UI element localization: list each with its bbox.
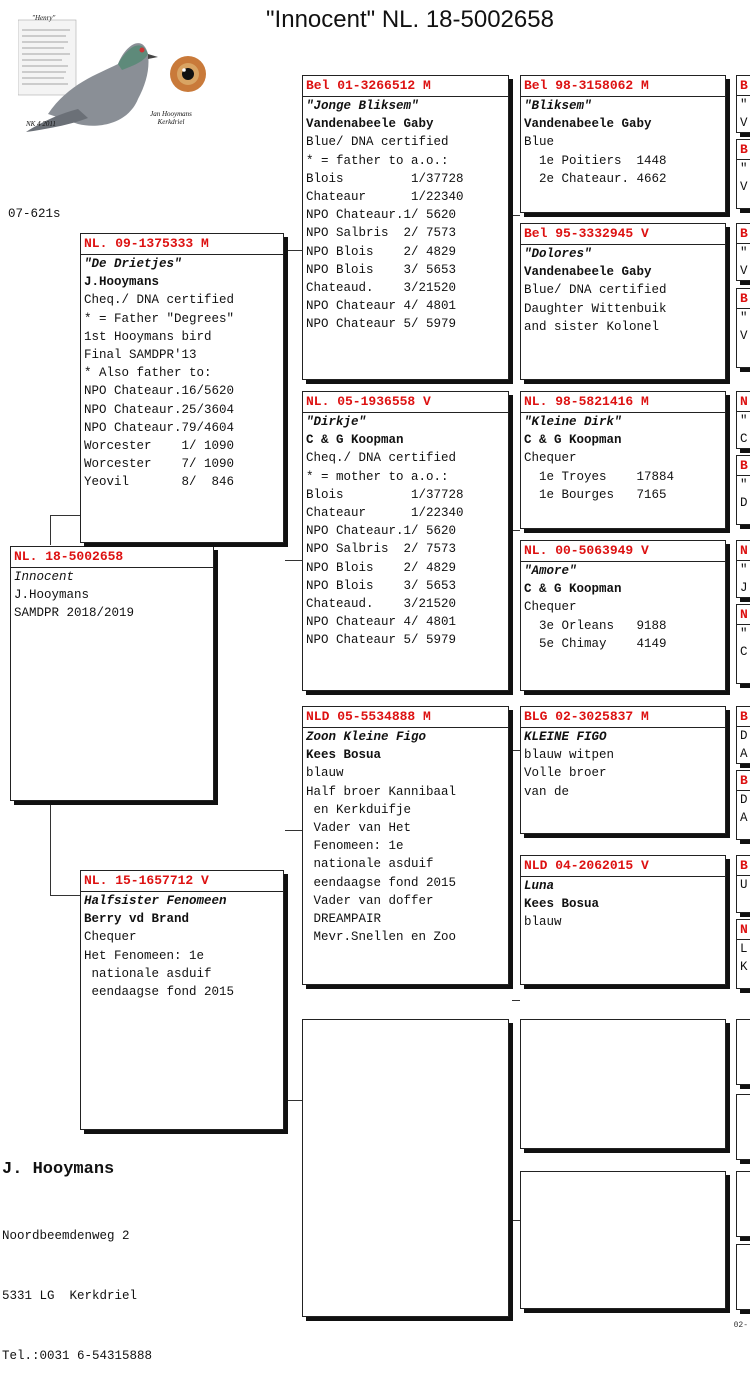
card-line: en Kerkduifje [306, 802, 412, 817]
card-line: K [740, 960, 748, 974]
card-line: V [740, 180, 748, 194]
great-great-grandparent-card [736, 770, 750, 840]
address-line: Noordbeemdenweg 2 [2, 1229, 130, 1243]
great-great-grandparent-ring: B [737, 76, 750, 96]
grandparent-lines [303, 449, 508, 649]
great-great-grandparent-card [736, 455, 750, 525]
grandparent-owner: C & G Koopman [306, 433, 404, 448]
card-line: NPO Salbris 2/ 7573 [306, 542, 457, 557]
card-line: 3e Orleans 9188 [524, 618, 667, 633]
grandparent-card [302, 706, 509, 985]
page-title: "Innocent" NL. 18-5002658 [266, 6, 554, 33]
card-line: DREAMPAIR [306, 912, 382, 927]
card-line: Chateaur 1/22340 [306, 506, 464, 521]
card-line: Vader van Het [306, 821, 412, 836]
card-line: Fenomeen: 1e [306, 839, 404, 854]
card-line: Chateaud. 3/21520 [306, 281, 457, 296]
connector-line [285, 250, 302, 251]
card-line: " [740, 478, 748, 492]
great-great-grandparent-ring: N [737, 605, 750, 625]
card-line: C [740, 645, 748, 659]
great-grandparent-name: KLEINE FIGO [524, 730, 607, 744]
great-great-grandparent-ring: B [737, 289, 750, 309]
great-grandparent-ring: NL. 98-5821416 M [521, 392, 725, 413]
card-line: Daughter Wittenbuik [524, 301, 667, 316]
card-line: Half broer Kannibaal [306, 784, 457, 799]
great-great-grandparent-card [736, 75, 750, 133]
card-line: 1st Hooymans bird [84, 329, 212, 344]
card-line: NPO Blois 2/ 4829 [306, 244, 457, 259]
great-great-grandparent-card [736, 391, 750, 449]
card-line: Chequer [524, 451, 577, 466]
great-grandparent-card-empty [520, 1171, 726, 1309]
card-line: Worcester 1/ 1090 [84, 439, 235, 454]
card-line: V [740, 329, 748, 343]
card-line: 1e Bourges 7165 [524, 487, 667, 502]
card-line: Worcester 7/ 1090 [84, 457, 235, 472]
card-line: Cheq./ DNA certified [84, 293, 235, 308]
card-line: * = Father "Degrees" [84, 311, 235, 326]
card-line: NPO Blois 2/ 4829 [306, 560, 457, 575]
card-line: NPO Chateaur.25/3604 [84, 402, 235, 417]
owner-name: J. Hooymans [2, 1160, 115, 1179]
card-line: Mevr.Snellen en Zoo [306, 930, 457, 945]
card-line: eendaagse fond 2015 [84, 985, 235, 1000]
connector-line [512, 530, 520, 531]
great-grandparent-owner: C & G Koopman [524, 582, 622, 597]
connector-line [50, 895, 80, 896]
subject-card [10, 546, 214, 801]
card-line: Blue/ DNA certified [524, 283, 667, 298]
connector-line [50, 800, 51, 895]
card-line: NPO Chateaur 5/ 5979 [306, 633, 457, 648]
subject-line: SAMDPR 2018/2019 [14, 606, 135, 621]
great-grandparent-lines [521, 913, 725, 931]
great-great-grandparent-ring: B [737, 456, 750, 476]
grandparent-ring: NL. 05-1936558 V [303, 392, 508, 413]
great-grandparent-card [520, 391, 726, 529]
great-grandparent-name: "Bliksem" [524, 99, 592, 113]
card-line: Blue/ DNA certified [306, 135, 449, 150]
grandparent-card [302, 391, 509, 691]
great-grandparent-card [520, 75, 726, 213]
great-grandparent-card [520, 223, 726, 380]
connector-line [512, 1220, 520, 1221]
grandparent-owner: Kees Bosua [306, 748, 382, 763]
sire-card [80, 233, 284, 543]
great-grandparent-card [520, 706, 726, 834]
great-great-grandparent-ring: B [737, 771, 750, 791]
grandparent-card [302, 75, 509, 380]
great-great-grandparent-card [736, 706, 750, 764]
connector-line [512, 215, 520, 216]
great-grandparent-lines [521, 449, 725, 504]
card-line: NPO Chateaur.1/ 5620 [306, 524, 457, 539]
card-line: C [740, 432, 748, 446]
connector-line [285, 560, 302, 561]
card-line: NPO Chateaur.1/ 5620 [306, 208, 457, 223]
card-line: Blois 1/37728 [306, 171, 464, 186]
reference-code: 07-621s [8, 207, 61, 221]
great-great-grandparent-ring: N [737, 920, 750, 940]
great-grandparent-owner: C & G Koopman [524, 433, 622, 448]
card-line: A [740, 811, 748, 825]
card-line: NPO Chateaur 4/ 4801 [306, 299, 457, 314]
card-line: Chateaur 1/22340 [306, 190, 464, 205]
grandparent-name: Zoon Kleine Figo [306, 730, 427, 744]
card-line: " [740, 162, 748, 176]
sire-owner: J.Hooymans [84, 275, 160, 290]
card-line: nationale asduif [84, 966, 212, 981]
connector-line [285, 1100, 302, 1101]
card-line: L [740, 942, 748, 956]
card-line: " [740, 414, 748, 428]
great-great-grandparent-card [736, 919, 750, 989]
card-line: D [740, 793, 748, 807]
great-grandparent-lines [521, 598, 725, 653]
great-grandparent-lines [521, 281, 725, 336]
card-line: U [740, 878, 748, 892]
card-line: NPO Salbris 2/ 7573 [306, 226, 457, 241]
dam-name: Halfsister Fenomeen [84, 894, 227, 908]
dam-ring: NL. 15-1657712 V [81, 871, 283, 892]
great-grandparent-ring: NL. 00-5063949 V [521, 541, 725, 562]
card-line: Het Fenomeen: 1e [84, 948, 205, 963]
card-line: and sister Kolonel [524, 319, 660, 334]
card-line: NPO Chateaur 5/ 5979 [306, 317, 457, 332]
great-grandparent-lines [521, 746, 725, 801]
grandparent-owner: Vandenabeele Gaby [306, 117, 434, 132]
address-line: 5331 LG Kerkdriel [2, 1289, 138, 1303]
card-line: Chequer [84, 930, 137, 945]
card-line: 5e Chimay 4149 [524, 636, 667, 651]
great-great-grandparent-card [736, 855, 750, 913]
card-line: " [740, 311, 748, 325]
card-line: NPO Blois 3/ 5653 [306, 262, 457, 277]
card-line: van de [524, 784, 570, 799]
great-grandparent-lines [521, 133, 725, 188]
connector-line [285, 830, 302, 831]
card-line: NPO Chateaur 4/ 4801 [306, 615, 457, 630]
great-grandparent-card [520, 855, 726, 985]
card-line: D [740, 729, 748, 743]
card-line: D [740, 496, 748, 510]
card-line: Blue [524, 135, 555, 150]
great-great-grandparent-ring: B [737, 707, 750, 727]
address-line: Tel.:0031 6-54315888 [2, 1349, 153, 1363]
card-line: V [740, 116, 748, 130]
sire-ring: NL. 09-1375333 M [81, 234, 283, 255]
grandparent-name: "Dirkje" [306, 415, 367, 429]
logo-caption-bottom: NK 4 2011 [26, 120, 56, 128]
great-great-grandparent-card-empty [736, 1019, 750, 1085]
card-line: Chateaud. 3/21520 [306, 597, 457, 612]
subject-name: Innocent [14, 570, 75, 584]
grandparent-lines [303, 764, 508, 946]
card-line: blauw witpen [524, 748, 615, 763]
card-line: blauw [524, 915, 562, 930]
card-line: " [740, 98, 748, 112]
great-grandparent-card-empty [520, 1019, 726, 1149]
great-great-grandparent-card [736, 540, 750, 598]
subject-ring: NL. 18-5002658 [11, 547, 213, 568]
great-great-grandparent-ring: B [737, 224, 750, 244]
great-great-grandparent-card-empty [736, 1171, 750, 1237]
card-line: * Also father to: [84, 366, 212, 381]
great-grandparent-ring: BLG 02-3025837 M [521, 707, 725, 728]
connector-line [50, 515, 51, 545]
card-line: A [740, 747, 748, 761]
great-grandparent-name: Luna [524, 879, 555, 893]
great-grandparent-owner: Kees Bosua [524, 897, 600, 912]
great-grandparent-owner: Vandenabeele Gaby [524, 265, 652, 280]
grandparent-lines [303, 133, 508, 333]
card-line: NPO Chateaur.16/5620 [84, 384, 235, 399]
logo-caption-left: "Henry" [32, 14, 56, 22]
great-grandparent-ring: NLD 04-2062015 V [521, 856, 725, 877]
great-grandparent-name: "Amore" [524, 564, 577, 578]
great-great-grandparent-card-empty [736, 1244, 750, 1310]
owner-address [2, 1186, 152, 1386]
great-great-grandparent-ring: N [737, 541, 750, 561]
great-grandparent-ring: Bel 95-3332945 V [521, 224, 725, 245]
connector-line [512, 750, 520, 751]
great-great-grandparent-card [736, 223, 750, 281]
card-line: " [740, 627, 748, 641]
card-line: eendaagse fond 2015 [306, 875, 457, 890]
great-great-grandparent-card [736, 288, 750, 368]
great-great-grandparent-ring: B [737, 140, 750, 160]
card-line: J [740, 581, 748, 595]
card-line: Chequer [524, 600, 577, 615]
grandparent-ring: Bel 01-3266512 M [303, 76, 508, 97]
sire-lines [81, 291, 283, 491]
card-line: * = mother to a.o.: [306, 469, 449, 484]
pigeon-logo [18, 14, 208, 139]
great-great-grandparent-ring: B [737, 856, 750, 876]
great-great-grandparent-card-empty [736, 1094, 750, 1160]
sire-name: "De Drietjes" [84, 257, 182, 271]
card-line: NPO Blois 3/ 5653 [306, 578, 457, 593]
card-line: Final SAMDPR'13 [84, 348, 197, 363]
card-line: Vader van doffer [306, 893, 434, 908]
great-grandparent-ring: Bel 98-3158062 M [521, 76, 725, 97]
footer-code: 02- [733, 1321, 748, 1330]
card-line: blauw [306, 766, 344, 781]
great-great-grandparent-ring: N [737, 392, 750, 412]
card-line: NPO Chateaur.79/4604 [84, 420, 235, 435]
card-line: Yeovil 8/ 846 [84, 475, 235, 490]
great-great-grandparent-card [736, 604, 750, 684]
card-line: V [740, 264, 748, 278]
dam-lines [81, 928, 283, 1001]
great-grandparent-card [520, 540, 726, 691]
connector-line [512, 1000, 520, 1001]
great-grandparent-owner: Vandenabeele Gaby [524, 117, 652, 132]
card-line: " [740, 563, 748, 577]
card-line: 1e Poitiers 1448 [524, 153, 667, 168]
connector-line [50, 515, 80, 516]
card-line: * = father to a.o.: [306, 153, 449, 168]
great-grandparent-name: "Dolores" [524, 247, 592, 261]
card-line: Blois 1/37728 [306, 487, 464, 502]
dam-card [80, 870, 284, 1130]
grandparent-ring: NLD 05-5534888 M [303, 707, 508, 728]
great-grandparent-name: "Kleine Dirk" [524, 415, 622, 429]
card-line: " [740, 246, 748, 260]
card-line: Volle broer [524, 766, 607, 781]
great-great-grandparent-card [736, 139, 750, 209]
grandparent-card-empty [302, 1019, 509, 1317]
card-line: 1e Troyes 17884 [524, 469, 675, 484]
card-line: Cheq./ DNA certified [306, 451, 457, 466]
dam-owner: Berry vd Brand [84, 912, 190, 927]
card-line: 2e Chateaur. 4662 [524, 171, 667, 186]
card-line: nationale asduif [306, 857, 434, 872]
logo-caption-right: Jan Hooymans Kerkdriel [150, 110, 192, 126]
subject-owner: J.Hooymans [14, 588, 90, 603]
grandparent-name: "Jonge Bliksem" [306, 99, 419, 113]
